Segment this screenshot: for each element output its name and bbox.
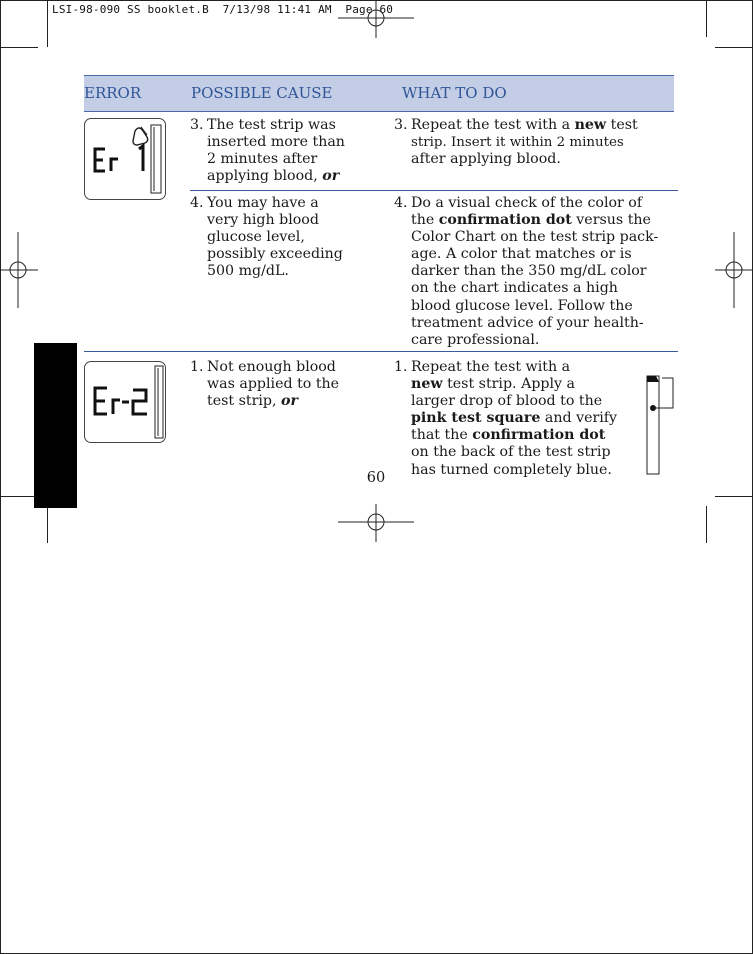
- crop-mark: [47, 506, 48, 543]
- text-line: after applying blood.: [411, 151, 561, 168]
- text-line: very high blood: [207, 212, 319, 229]
- emphasis-confirmation-dot: confirmation dot: [472, 427, 606, 444]
- crop-mark: [706, 506, 707, 543]
- row-divider: [190, 190, 678, 191]
- emphasis-or: or: [281, 393, 298, 410]
- text-line: the: [411, 212, 435, 229]
- emphasis-confirmation-dot: confirmation dot: [438, 212, 572, 229]
- section-tab: [34, 343, 77, 508]
- section-divider: [84, 351, 678, 352]
- cause-row1-item3: [190, 117, 345, 185]
- cause-row2-item1: [190, 359, 339, 410]
- emphasis-new: new: [574, 117, 607, 133]
- er2-display-icon: [85, 362, 165, 442]
- item-number: 1.: [190, 359, 204, 375]
- crop-mark: [47, 0, 48, 47]
- action-row2-item1: [394, 359, 617, 479]
- crop-mark: [715, 47, 753, 48]
- registration-mark: [338, 504, 414, 544]
- item-number: 3.: [190, 117, 204, 133]
- slug-line: LSI-98-090 SS booklet.B 7/13/98 11:41 AM Page 60: [52, 3, 394, 16]
- text-line: care professional.: [411, 331, 540, 348]
- crop-mark: [0, 47, 38, 48]
- page-number: 60: [366, 470, 386, 486]
- registration-mark: [338, 0, 414, 40]
- text-line: darker than the 350 mg/dL color: [411, 263, 647, 280]
- item-number: 4.: [394, 195, 408, 211]
- text-line: on the back of the test strip: [411, 444, 611, 461]
- text-line: Not enough blood: [207, 359, 336, 375]
- text-line: strip. Insert it within 2 minutes: [411, 135, 624, 151]
- crop-mark: [0, 496, 38, 497]
- text-line: possibly exceeding: [207, 246, 343, 263]
- text-line: that the: [411, 427, 468, 444]
- text-line: You may have a: [207, 195, 319, 211]
- text-line: applying blood,: [207, 168, 318, 185]
- text-line: on the chart indicates a high: [411, 280, 618, 297]
- text-line: Do a visual check of the color of: [411, 195, 643, 211]
- table-header: [84, 75, 674, 112]
- text-line: treatment advice of your health-: [411, 314, 644, 331]
- header-error: ERROR: [84, 84, 142, 102]
- text-line: was applied to the: [207, 376, 340, 393]
- emphasis-pink-test-square: pink test square: [411, 410, 541, 427]
- action-row1-item3: [394, 117, 638, 168]
- text-line: test strip,: [207, 393, 277, 410]
- text-line: glucose level,: [207, 229, 305, 246]
- lcd-display-er2: [84, 361, 166, 443]
- text-line: 500 mg/dL.: [207, 263, 289, 280]
- crop-mark: [715, 496, 753, 497]
- text-line: Repeat the test with a: [411, 359, 571, 375]
- er1-display-icon: [85, 119, 165, 199]
- text-line: test strip. Apply a: [447, 376, 576, 393]
- test-strip-icon: [640, 372, 680, 476]
- registration-mark: [714, 232, 753, 308]
- text-line: versus the: [576, 212, 651, 229]
- text-line: larger drop of blood to the: [411, 393, 603, 410]
- text-line: The test strip was: [207, 117, 336, 133]
- header-possible-cause: POSSIBLE CAUSE: [191, 84, 333, 102]
- lcd-display-er1: [84, 118, 166, 200]
- text-line: Color Chart on the test strip pack-: [411, 229, 659, 246]
- text-line: 2 minutes after: [207, 151, 318, 168]
- text-line: inserted more than: [207, 134, 345, 151]
- action-row1-item4: [394, 195, 658, 349]
- emphasis-or: or: [322, 168, 340, 185]
- text-line: age. A color that matches or is: [411, 246, 632, 263]
- item-number: 1.: [394, 359, 408, 375]
- cause-row1-item4: [190, 195, 343, 280]
- text-line: has turned completely blue.: [411, 461, 612, 478]
- text-line: Repeat the test with a: [411, 117, 571, 133]
- registration-mark: [0, 232, 40, 308]
- text-line: and verify: [544, 410, 618, 427]
- item-number: 4.: [190, 195, 204, 211]
- item-number: 3.: [394, 117, 408, 133]
- text-line: test: [610, 117, 638, 133]
- emphasis-new: new: [411, 376, 443, 393]
- header-what-to-do: WHAT TO DO: [402, 84, 507, 102]
- text-line: blood glucose level. Follow the: [411, 297, 633, 314]
- crop-mark: [706, 0, 707, 37]
